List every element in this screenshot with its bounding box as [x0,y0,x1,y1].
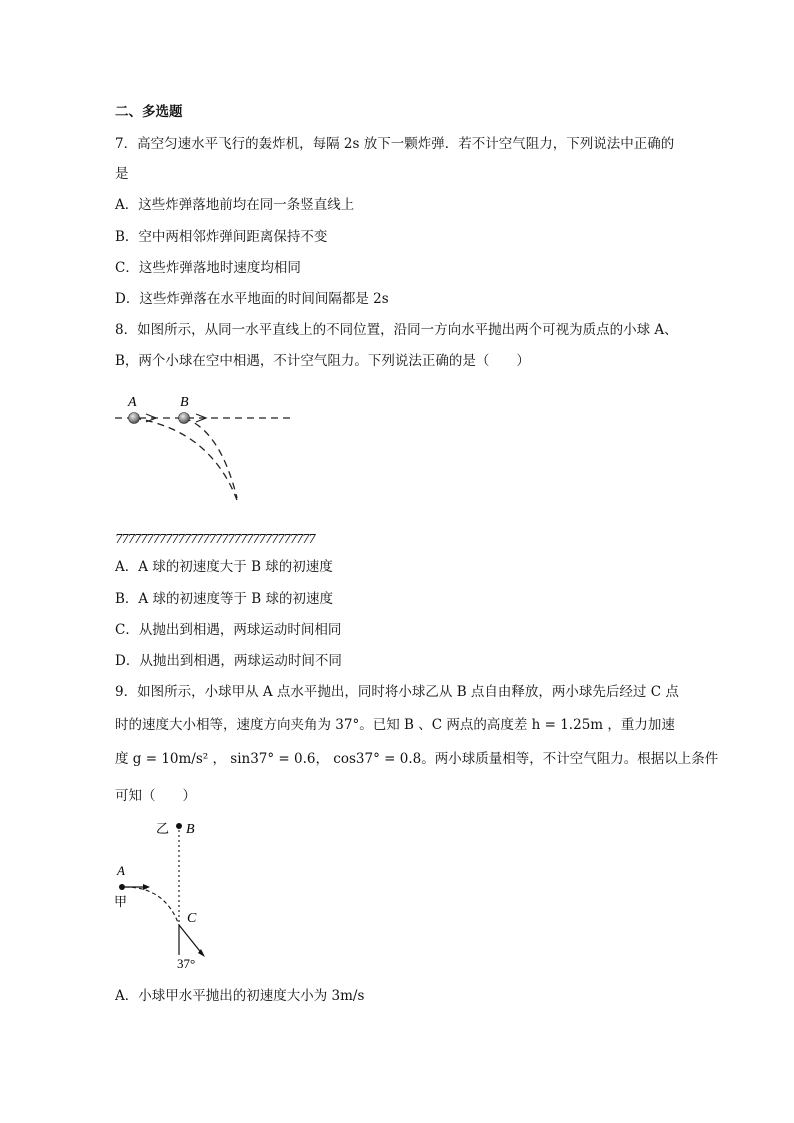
q9-stem-line2: 时的速度大小相等，速度方向夹角为 37°。已知 B 、C 两点的高度差 h = 1.25m ，重力加速 [115,717,675,733]
q7-stem-line2: 是 [115,166,129,182]
q8-figure [110,390,310,540]
q8-stem-line1: 8．如图所示，从同一水平直线上的不同位置，沿同一方向水平抛出两个可视为质点的小球 A、 [115,322,678,338]
q9-label-jia: 甲 [114,894,128,909]
q9-label-b: B [186,822,195,837]
q9-ball-b [176,823,182,829]
q8-label-a: A [128,395,137,410]
q7-stem-line1: 7．高空匀速水平飞行的轰炸机，每隔 2s 放下一颗炸弹．若不计空气阻力，下列说法中正确的 [115,136,675,152]
q8-option-a: A．A 球的初速度大于 B 球的初速度 [115,559,333,575]
q9-ball-a [119,884,125,890]
q7-option-c: C．这些炸弹落地时速度均相同 [115,260,301,276]
q9-stem-line4: 可知（ ） [115,788,196,804]
q9-label-c: C [187,911,197,926]
q8-option-b: B．A 球的初速度等于 B 球的初速度 [115,591,333,607]
q8-trajectory-b [184,418,237,498]
q8-trajectory-a [134,418,237,500]
q9-angle-label: 37° [177,956,196,971]
q8-option-d: D．从抛出到相遇，两球运动时间不同 [115,653,342,669]
q8-stem-line2: B，两个小球在空中相遇，不计空气阻力。下列说法正确的是（ ） [115,353,530,369]
q9-label-yi: 乙 [156,821,170,836]
q7-option-a: A．这些炸弹落地前均在同一条竖直线上 [115,197,355,213]
q8-ball-a [129,413,140,424]
q8-option-c: C．从抛出到相遇，两球运动时间相同 [115,622,342,638]
q7-option-d: D．这些炸弹落在水平地面的时间间隔都是 2s [115,291,389,307]
q9-stem-line3: 度 g = 10m/s² ， sin37° = 0.6， cos37° = 0.8。两小球质量相等，不计空气阻力。根据以上条件 [115,751,719,767]
q9-trajectory-jia [125,887,179,925]
q9-label-a: A [117,863,125,878]
q8-label-b: B [180,395,189,410]
q9-option-a: A．小球甲水平抛出的初速度大小为 3m/s [115,988,365,1004]
q9-velocity-at-c [179,925,203,955]
q8-ground: 77777777777777777777777777777777 [115,532,315,546]
q9-figure [110,815,220,975]
q9-stem-line1: 9．如图所示，小球甲从 A 点水平抛出，同时将小球乙从 B 点自由释放，两小球先后经过 C 点 [115,684,679,700]
q7-option-b: B．空中两相邻炸弹间距离保持不变 [115,229,328,245]
q8-ball-b [179,413,190,424]
section-title: 二、多选题 [115,104,183,120]
